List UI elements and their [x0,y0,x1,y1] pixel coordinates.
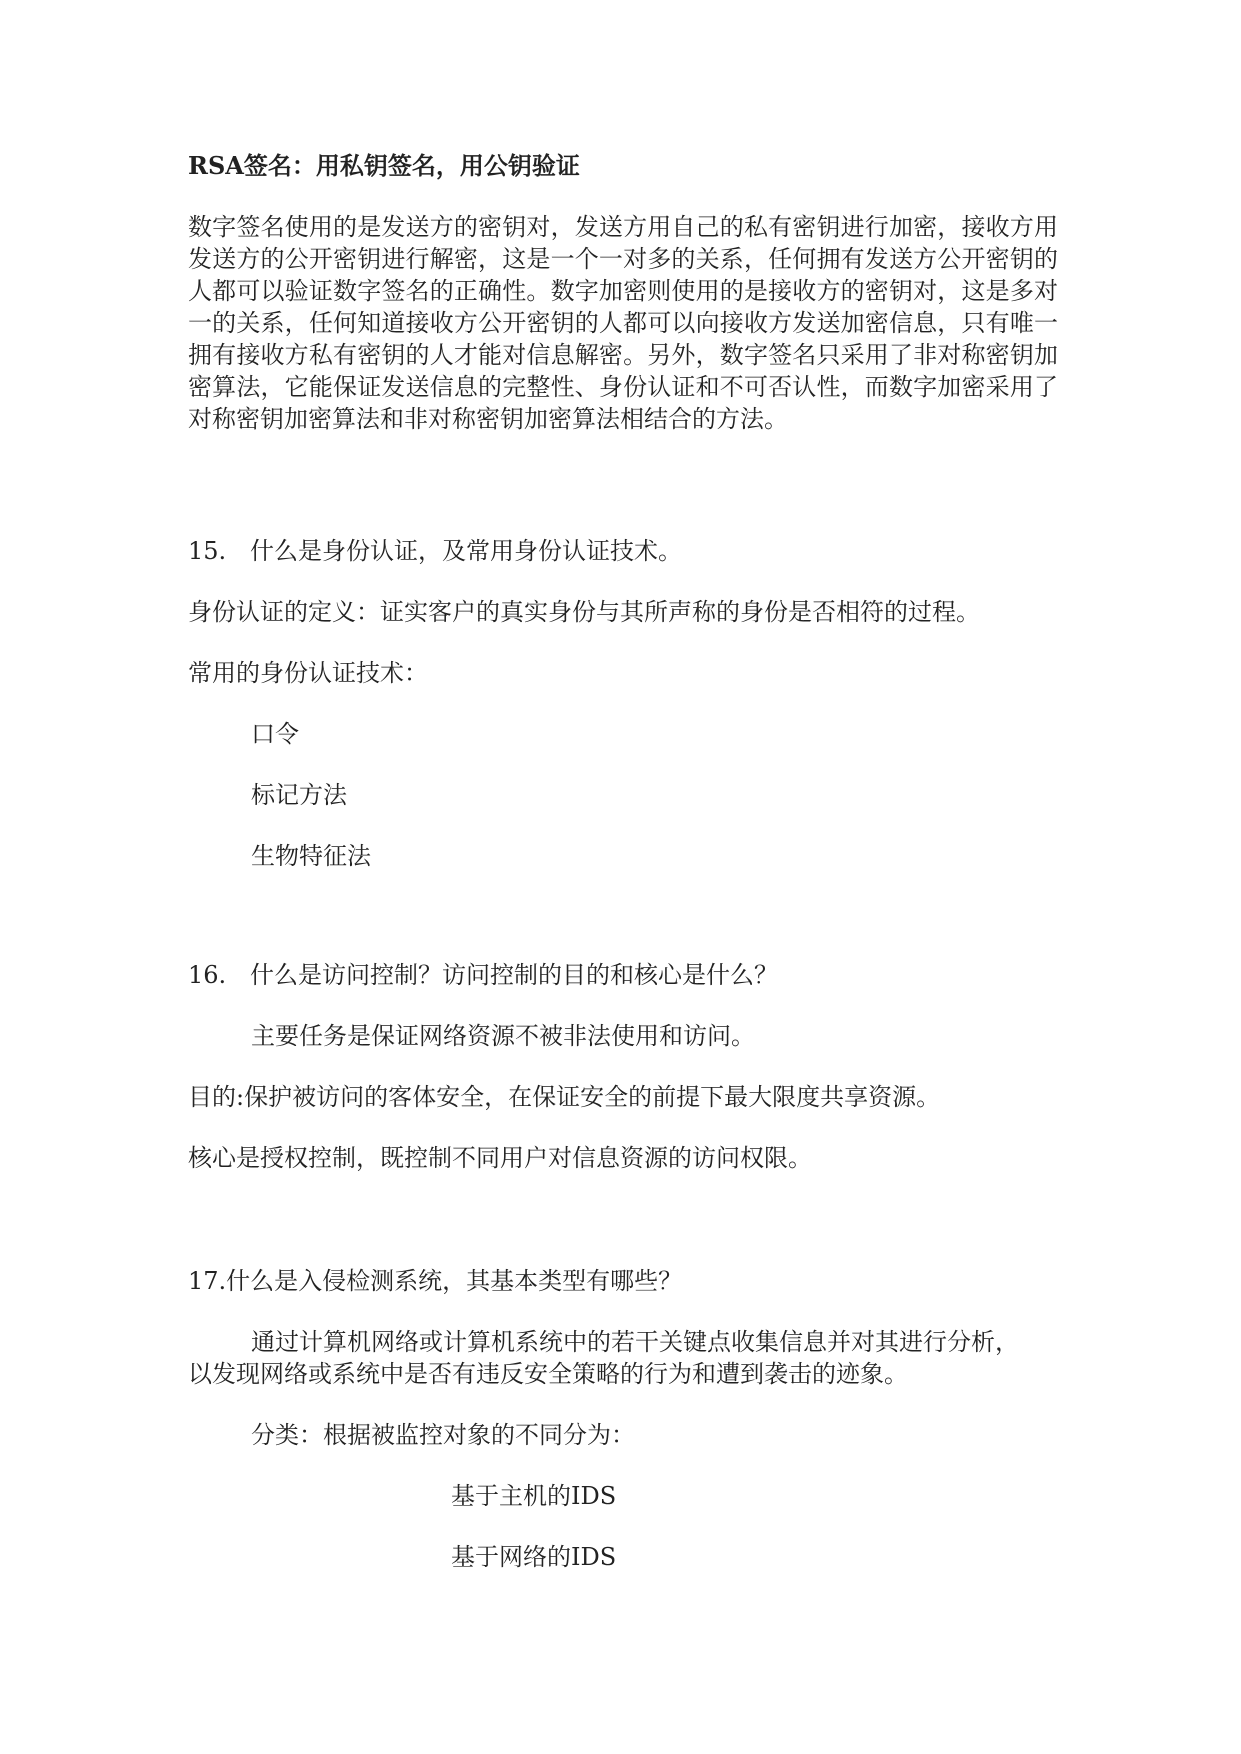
question-16 [188,959,1058,991]
question-15-number: 15. [188,537,227,565]
auth-technique-item: 生物特征法 [251,842,371,870]
ids-classification-label: 分类：根据被监控对象的不同分为： [251,1421,635,1449]
ids-type-item: 基于网络的IDS [451,1543,617,1571]
ids-description-line-2: 以发现网络或系统中是否有违反安全策略的行为和遭到袭击的迹象。 [188,1360,908,1388]
ids-type-item: 基于主机的IDS [451,1482,617,1510]
identity-auth-definition: 身份认证的定义：证实客户的真实身份与其所声称的身份是否相符的过程。 [188,598,980,626]
question-17: 17.什么是入侵检测系统，其基本类型有哪些？ [188,1267,683,1295]
access-control-purpose: 目的:保护被访问的客体安全，在保证安全的前提下最大限度共享资源。 [188,1083,941,1111]
auth-techniques-label: 常用的身份认证技术： [188,659,428,687]
question-16-number: 16. [188,961,227,989]
question-16-text: 什么是访问控制？访问控制的目的和核心是什么？ [250,961,778,989]
auth-technique-item: 标记方法 [251,781,347,809]
ids-description-line-1: 通过计算机网络或计算机系统中的若干关键点收集信息并对其进行分析， [251,1328,1019,1356]
question-15 [188,535,1058,567]
rsa-signature-heading: RSA签名：用私钥签名，用公钥验证 [188,151,580,180]
auth-technique-item: 口令 [251,720,299,748]
access-control-task: 主要任务是保证网络资源不被非法使用和访问。 [251,1022,755,1050]
access-control-core: 核心是授权控制，既控制不同用户对信息资源的访问权限。 [188,1144,812,1172]
signature-paragraph: 数字签名使用的是发送方的密钥对，发送方用自己的私有密钥进行加密，接收方用发送方的公开密钥进行解密，这是一个一对多的关系，任何拥有发送方公开密钥的人都可以验证数字签名的正确性。数字加密则使用的是接收方的密钥对，这是多对一的关系，任何知道接收方公开密钥的人都可以向接收方发送加密信息，只有唯一拥有接收方私有密钥的人才能对信息解密。另外，数字签名只采用了非对称密钥加密算法，它能保证发送信息的完整性、身份认证和不可否认性，而数字加密采用了对称密钥加密算法和非对称密钥加密算法相结合的方法。 [188,213,1058,433]
question-15-text: 什么是身份认证，及常用身份认证技术。 [250,537,682,565]
